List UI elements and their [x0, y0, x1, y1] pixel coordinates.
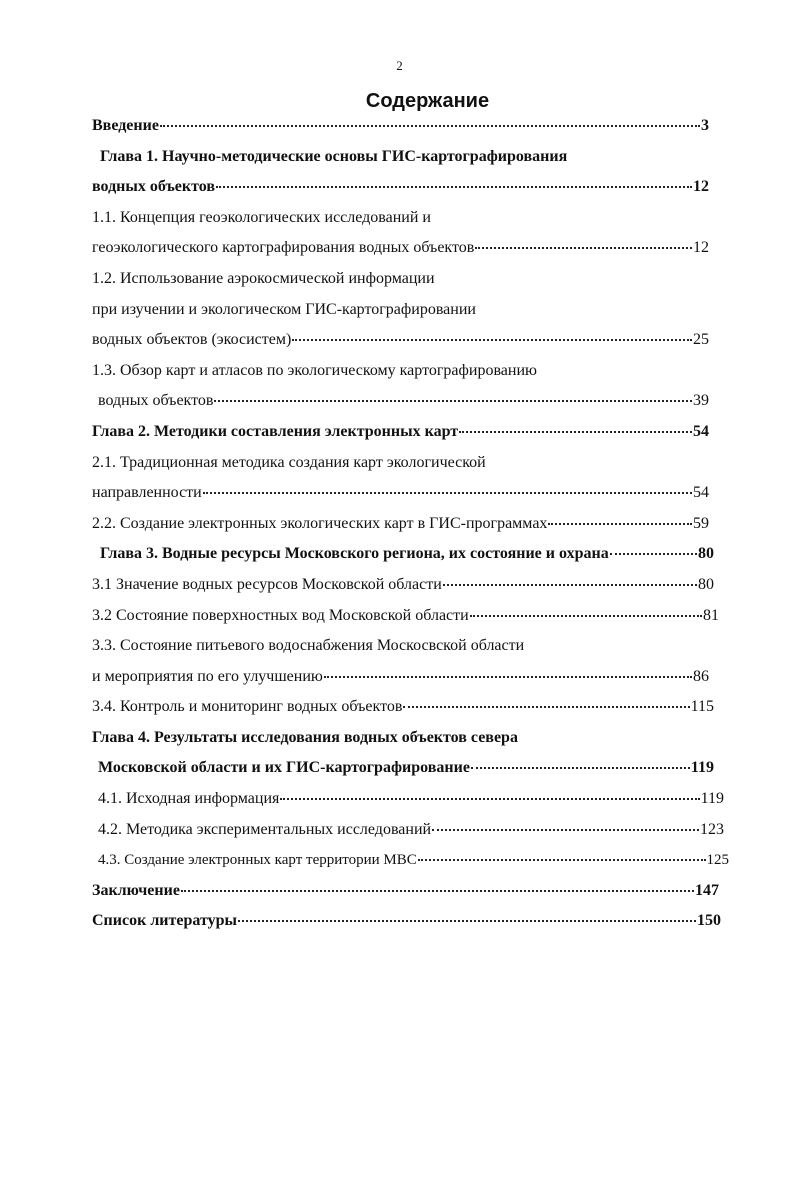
toc-entry — [0, 814, 799, 845]
toc-entry-line — [92, 330, 709, 350]
toc-title: Содержание — [365, 90, 490, 112]
toc-entry — [0, 844, 799, 875]
toc-entry-title: и мероприятия по его улучшению — [92, 667, 323, 685]
toc-entry-page: 81 — [703, 606, 719, 624]
toc-entry-line — [92, 453, 709, 473]
toc-entry-page: 147 — [695, 881, 719, 899]
toc-entry-title: Список литературы — [92, 912, 237, 930]
toc-entry-title: 4.1. Исходная информация — [98, 790, 280, 808]
toc-entry — [0, 722, 799, 753]
toc-entry — [0, 875, 799, 906]
toc-entry-line — [92, 728, 709, 748]
toc-entry — [0, 447, 799, 478]
toc-entry — [0, 416, 799, 447]
toc-entry-title: 3.4. Контроль и мониторинг водных объектов — [92, 698, 403, 716]
dot-leader — [324, 676, 692, 678]
toc-entry-title: Глава 3. Водные ресурсы Московского региона, их состояние и охрана — [100, 545, 609, 563]
dot-leader — [216, 186, 692, 188]
toc-entry-line — [92, 881, 719, 901]
table-of-contents — [0, 110, 799, 936]
toc-entry-title: 3.3. Состояние питьевого водоснабжения Москосвской области — [92, 637, 525, 655]
toc-entry-line — [92, 667, 709, 687]
toc-entry — [0, 508, 799, 539]
dot-leader — [418, 859, 706, 861]
toc-entry-line — [92, 269, 709, 289]
toc-entry-title: водных объектов (экосистем) — [92, 331, 292, 349]
toc-entry-line — [98, 391, 709, 411]
toc-entry — [0, 630, 799, 661]
toc-entry-page: 80 — [698, 575, 714, 593]
toc-entry-line — [92, 422, 709, 442]
toc-entry — [0, 355, 799, 386]
toc-entry-line — [98, 789, 724, 809]
toc-entry — [0, 202, 799, 233]
toc-entry-title: 3.2 Состояние поверхностных вод Московской области — [92, 606, 469, 624]
toc-entry — [0, 752, 799, 783]
toc-entry-line — [92, 636, 709, 656]
toc-entry-line — [92, 238, 709, 258]
toc-entry-page: 86 — [693, 667, 709, 685]
toc-entry — [0, 232, 799, 263]
toc-entry-title: 4.3. Создание электронных карт территории МВС — [98, 852, 417, 869]
toc-entry-page: 3 — [701, 117, 709, 134]
toc-entry-line — [92, 116, 709, 136]
toc-entry-title: Московской области и их ГИС-картографирование — [98, 759, 470, 777]
toc-entry-line — [100, 544, 714, 564]
toc-entry — [0, 661, 799, 692]
dot-leader — [214, 400, 692, 402]
toc-entry-title: Заключение — [92, 881, 180, 899]
toc-entry-line — [92, 911, 721, 931]
toc-entry-title: Глава 4. Результаты исследования водных объектов севера — [92, 728, 518, 746]
toc-entry-line — [92, 361, 709, 381]
toc-entry — [0, 477, 799, 508]
toc-entry — [0, 141, 799, 172]
dot-leader — [280, 798, 699, 800]
toc-entry-page: 123 — [700, 820, 724, 838]
toc-entry-title: 1.2. Использование аэрокосмической информации — [92, 269, 435, 287]
toc-entry-line — [98, 758, 714, 778]
toc-entry-page: 150 — [697, 912, 721, 930]
toc-entry — [0, 171, 799, 202]
dot-leader — [432, 829, 699, 831]
toc-entry-title: Глава 2. Методики составления электронных карт — [92, 422, 459, 440]
toc-entry-page: 115 — [690, 698, 714, 716]
toc-entry-title: 1.1. Концепция геоэкологических исследований и — [92, 208, 431, 226]
toc-entry-title: 3.1 Значение водных ресурсов Московской области — [92, 575, 442, 593]
dot-leader — [292, 339, 692, 341]
dot-leader — [160, 125, 700, 127]
toc-entry-line — [98, 850, 729, 870]
toc-entry-page: 59 — [693, 514, 709, 532]
toc-entry-page: 54 — [693, 484, 709, 502]
toc-entry-line — [98, 820, 724, 840]
toc-entry-title: 2.2. Создание электронных экологических карт в ГИС-программах — [92, 514, 548, 532]
toc-entry-page: 125 — [706, 852, 729, 869]
toc-entry-line — [92, 514, 709, 534]
toc-entry — [0, 538, 799, 569]
toc-entry-line — [92, 177, 709, 197]
dot-leader — [203, 492, 692, 494]
toc-entry — [0, 569, 799, 600]
toc-entry — [0, 691, 799, 722]
toc-entry-page: 119 — [690, 759, 714, 777]
toc-entry — [0, 905, 799, 936]
toc-entry-title: 1.3. Обзор карт и атласов по экологическому картографированию — [92, 361, 537, 379]
dot-leader — [238, 920, 696, 922]
dot-leader — [475, 247, 692, 249]
toc-entry-title: геоэкологического картографирования водных объектов — [92, 239, 475, 257]
toc-entry-title: направленности — [92, 484, 202, 502]
toc-entry-title: 2.1. Традиционная методика создания карт экологической — [92, 453, 486, 471]
toc-entry-page: 39 — [693, 392, 709, 410]
dot-leader — [459, 431, 692, 433]
toc-entry — [0, 385, 799, 416]
toc-entry-title: Введение — [92, 117, 159, 134]
toc-entry-page: 12 — [693, 178, 709, 196]
toc-entry — [0, 294, 799, 325]
toc-entry — [0, 600, 799, 631]
toc-entry-title: водных объектов — [92, 178, 216, 196]
dot-leader — [403, 706, 689, 708]
toc-entry — [0, 263, 799, 294]
toc-entry-line — [92, 483, 709, 503]
toc-entry-line — [92, 208, 709, 228]
toc-entry-title: водных объектов — [98, 392, 214, 410]
toc-entry-page: 25 — [693, 331, 709, 349]
dot-leader — [470, 615, 702, 617]
toc-entry-page: 12 — [693, 239, 709, 257]
toc-entry-page: 80 — [698, 545, 714, 563]
toc-entry-title: при изучении и экологическом ГИС-картографировании — [92, 300, 476, 318]
toc-entry-page: 119 — [700, 790, 724, 808]
toc-entry-title: Глава 1. Научно-методические основы ГИС-картографирования — [100, 147, 568, 165]
toc-entry — [0, 783, 799, 814]
toc-entry-line — [92, 697, 714, 717]
toc-entry-title: 4.2. Методика экспериментальных исследований — [98, 820, 432, 838]
toc-entry-line — [92, 575, 714, 595]
page-number: 2 — [396, 58, 403, 73]
toc-entry — [0, 324, 799, 355]
toc-entry-line — [92, 300, 709, 320]
toc-entry-line — [92, 606, 719, 626]
dot-leader — [548, 523, 692, 525]
toc-entry — [0, 110, 799, 141]
dot-leader — [181, 890, 694, 892]
toc-entry-page: 54 — [693, 422, 709, 440]
toc-entry-line — [100, 147, 709, 167]
dot-leader — [610, 553, 697, 555]
dot-leader — [443, 584, 697, 586]
dot-leader — [471, 767, 690, 769]
